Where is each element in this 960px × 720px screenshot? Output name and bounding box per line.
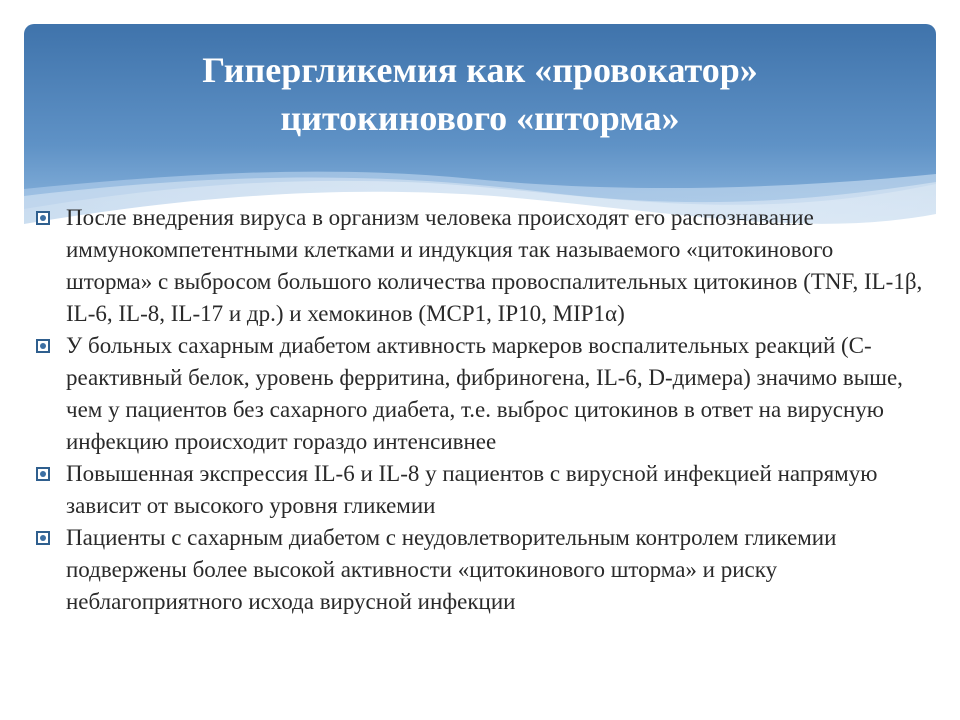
bullet-item (34, 458, 924, 522)
title-line-2: цитокинового «шторма» (280, 98, 680, 138)
bullet-item (34, 330, 924, 458)
slide-title (24, 46, 936, 142)
bullet-text: Повышенная экспрессия IL-6 и IL-8 у пациентов с вирусной инфекцией напрямую зависит от высокого уровня гликемии (66, 461, 878, 518)
square-bullet-icon (36, 467, 50, 481)
bullet-text: Пациенты с сахарным диабетом с неудовлетворительным контролем гликемии подвержены более высокой активности «цитокинового шторма» и риску неблагоприятного исхода вирусной инфекции (66, 525, 837, 614)
bullet-text: После внедрения вируса в организм человека происходят его распознавание иммунокомпетентными клетками и индукция так называемого «цитокинового шторма» с выбросом большого количества провоспалительных цитокинов (TNF, IL-1β, IL-6, IL-8, IL-17 и др.) и хемокинов (MCP1, IP10, MIP1α) (66, 205, 923, 326)
bullet-item (34, 202, 924, 330)
square-bullet-icon (36, 211, 50, 225)
bullet-text: У больных сахарным диабетом активность маркеров воспалительных реакций (С-реактивный белок, уровень ферритина, фибриногена, IL-6, D-димера) значимо выше, чем у пациентов без сахарного диабета, т.е. выброс цитокинов в ответ на вирусную инфекцию происходит гораздо интенсивнее (66, 333, 903, 454)
title-line-1: Гипергликемия как «провокатор» (202, 50, 758, 90)
bullet-item (34, 522, 924, 618)
square-bullet-icon (36, 531, 50, 545)
square-bullet-icon (36, 339, 50, 353)
bullet-list (34, 202, 924, 618)
